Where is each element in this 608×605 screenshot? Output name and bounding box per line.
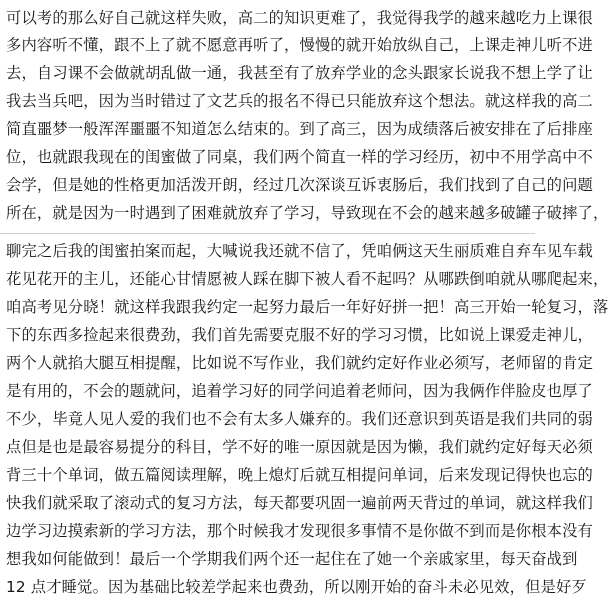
text-line: 想我如何能做到！最后一个学期我们两个还一起住在了她一个亲戚家里，每天奋战到 [6,550,578,568]
text-line: 12 点才睡觉。因为基础比较差学起来也费劲，所以刚开始的奋斗未必见效，但是好歹 [6,578,587,596]
text-line: 聊完之后我的闺蜜拍案而起，大喊说我还就不信了，凭咱俩这天生丽质难自弃车见车载 [6,242,593,260]
page-separator [0,233,535,234]
text-line: 边学习边摸索新的学习方法，那个时候我才发现很多事情不是你做不到而是你根本没有 [6,522,593,540]
text-line: 我去当兵吧，因为当时错过了文艺兵的报名不得已只能放弃这个想法。就这样我的高二 [6,92,593,110]
text-line: 会学，但是她的性格更加活泼开朗，经过几次深谈互诉衷肠后，我们找到了自己的问题 [6,176,593,194]
text-line: 所在，就是因为一时遇到了困难就放弃了学习，导致现在不会的越来越多破罐子破摔了， [6,204,608,222]
text-line: 背三十个单词，做五篇阅读理解，晚上熄灯后就互相提问单词，后来发现记得快也忘的 [6,466,593,484]
text-line: 多内容听不懂，跟不上了就不愿意再听了，慢慢的就开始放纵自己，上课走神儿听不进 [6,36,593,54]
text-line: 去，自习课不会做就胡乱做一通，我甚至有了放弃学业的念头跟家长说我不想上学了让 [6,64,593,82]
text-line: 位，也就跟我现在的闺蜜做了同桌，我们两个简直一样的学习经历，初中不用学高中不 [6,148,593,166]
text-line: 两个人就掐大腿互相提醒，比如说不写作业，我们就约定好作业必须写，老师留的肯定 [6,354,593,372]
text-line: 可以考的那么好自己就这样失败，高二的知识更难了，我觉得我学的越来越吃力上课很 [6,9,593,27]
text-line: 快我们就采取了滚动式的复习方法，每天都要巩固一遍前两天背过的单词，就这样我们 [6,494,593,512]
text-line: 咱高考见分晓！就这样我跟我约定一起努力最后一年好好拼一把！高三开始一轮复习，落 [6,298,608,316]
text-line: 简直噩梦一般浑浑噩噩不知道怎么结束的。到了高三，因为成绩落后被安排在了后排座 [6,120,593,138]
text-line: 下的东西多捡起来很费劲，我们首先需要克服不好的学习习惯，比如说上课爱走神儿， [6,326,593,344]
text-line: 花见花开的主儿，还能心甘情愿被人踩在脚下被人看不起吗？从哪跌倒咱就从哪爬起来， [6,270,608,288]
text-line: 点但是也是最容易提分的科目，学不好的唯一原因就是因为懒，我们就约定好每天必须 [6,438,593,456]
text-line: 不少，毕竟人见人爱的我们也不会有太多人嫌弃的。我们还意识到英语是我们共同的弱 [6,410,593,428]
text-line: 是有用的，不会的题就问，追着学习好的同学问追着老师问，因为我俩作伴脸皮也厚了 [6,382,593,400]
